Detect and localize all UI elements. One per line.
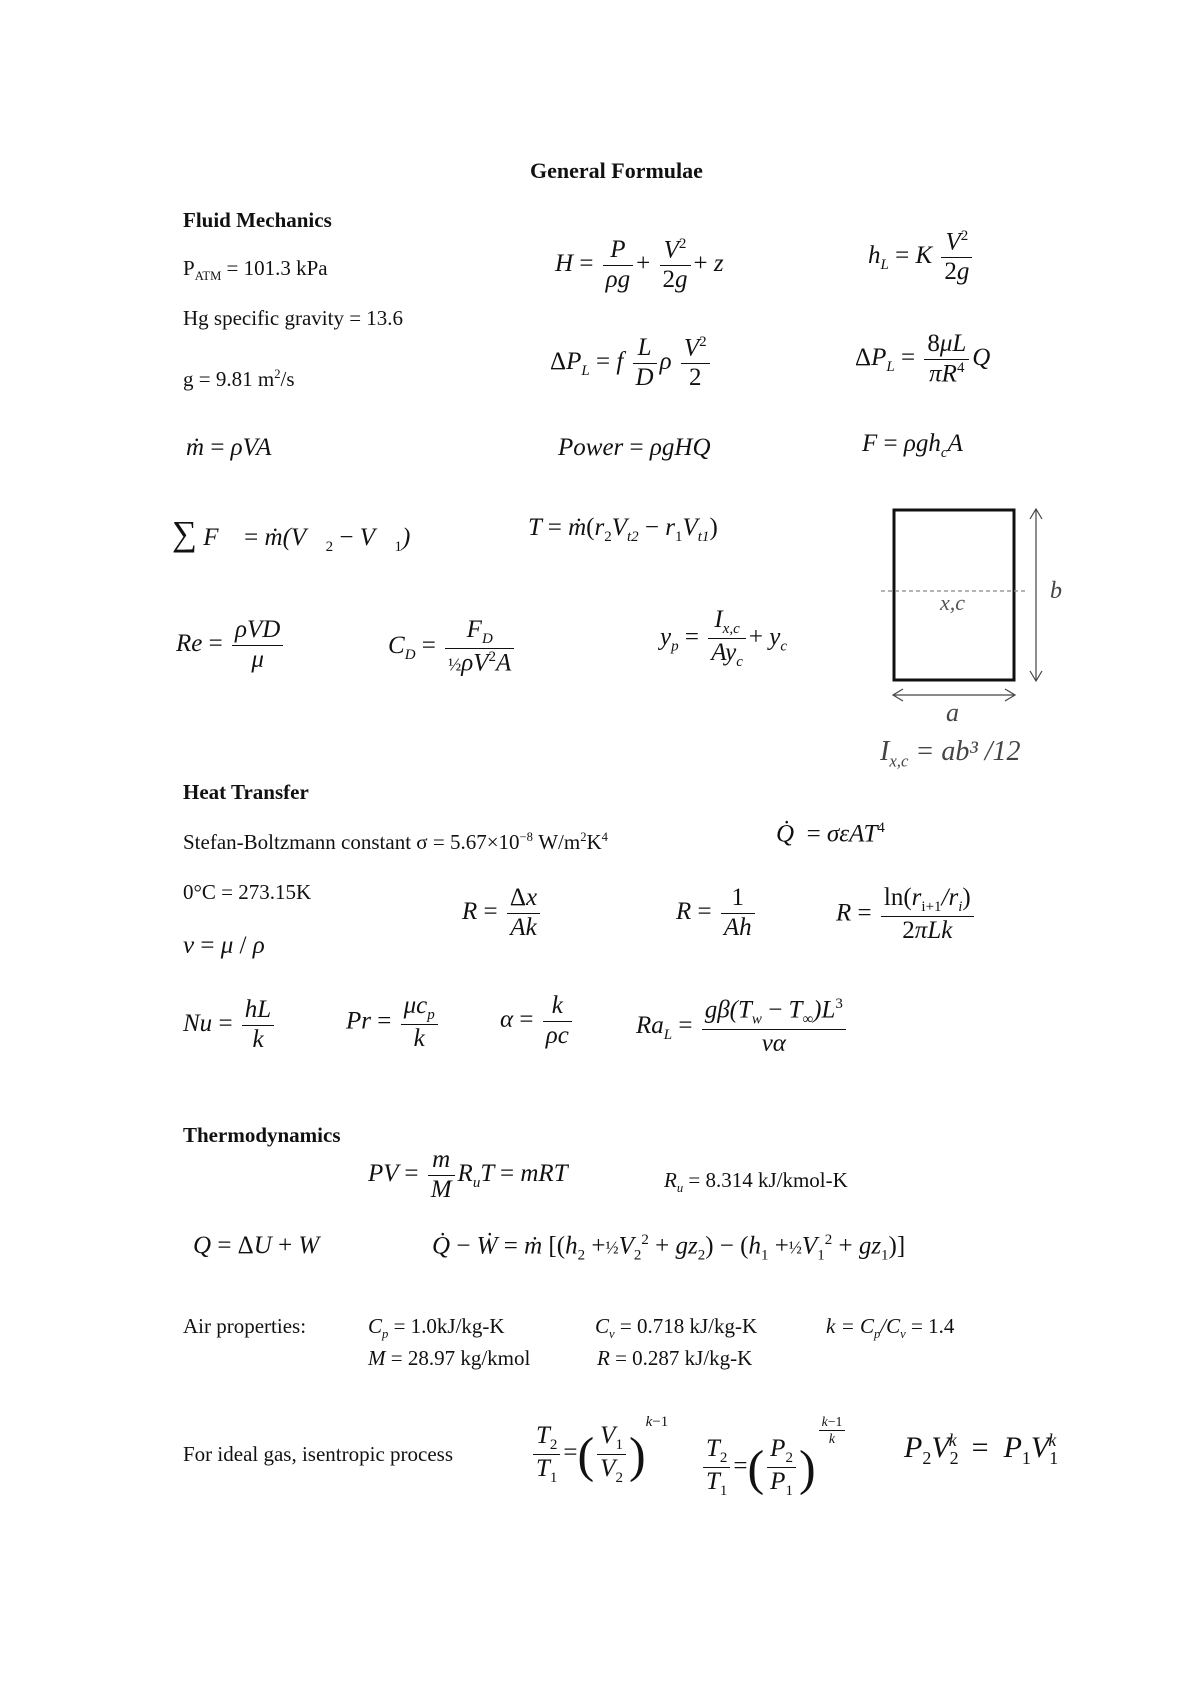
celsius-kelvin-conversion: 0°C = 273.15K xyxy=(183,880,312,904)
radiation-equation: Q̇ = σεAT$^4$ xyxy=(776,820,885,848)
air-molar-mass: M = 28.97 kg/kmol xyxy=(368,1346,531,1370)
air-properties-label: Air properties: xyxy=(183,1314,307,1338)
minor-loss-equation: $h_L = K$ $\frac{V^2}{2g}$ xyxy=(868,228,975,287)
hg-specific-gravity: Hg specific gravity = 13.6 xyxy=(183,306,404,330)
page-title: General Formulae xyxy=(530,158,703,183)
patm-constant: $P_{ATM} = 101.3$ kPa xyxy=(183,256,328,284)
gravity-constant: g = 9.81 $m^2/s$ xyxy=(183,367,295,391)
stefan-boltzmann-constant: Stefan-Boltzmann constant $\sigma = 5.67\times 10^{-8}$ $W/m^2K^4$ xyxy=(183,830,608,854)
fluid-mechanics-heading: Fluid Mechanics xyxy=(183,208,332,232)
prandtl-equation: Pr = $\frac{\mu c_p}{k}$ xyxy=(346,992,441,1054)
heat-transfer-heading: Heat Transfer xyxy=(183,780,309,804)
steady-flow-energy-equation: Q̇ − Ẇ = ṁ [($h_2$ $+\frac{1}{2}V_2^2 + gz_2) - (h_1$ $+\frac{1}{2}V_1^2 + gz_1$)] xyxy=(432,1232,906,1264)
air-cv: $C_v = 0.718$ kJ/kg-K xyxy=(595,1314,758,1342)
energy-head-equation: H = $\frac{P}{\rho g}$ + $\frac{V^2}{2g}$ + z xyxy=(555,236,724,294)
power-equation: Power = ρgHQ xyxy=(558,434,711,461)
ideal-gas-equation: PV = $\frac{m}{M}$ $R_uT$ = mRT xyxy=(368,1146,568,1203)
cylinder-resistance-equation: R = $\frac{\ln(r_{i+1}/r_i)}{\text{2πLk}}$ xyxy=(836,884,977,946)
kinematic-viscosity-equation: ν = μ / ρ xyxy=(183,932,265,959)
hydrostatic-force-equation: F = ρgh$_c$A xyxy=(862,430,963,461)
mass-flow-equation: ṁ = ρVA xyxy=(186,434,272,461)
darcy-equation: $\Delta P_L = f$ $\frac{L}{D}$ ρ $\frac{V^2}{2}$ xyxy=(550,334,713,393)
thermal-diffusivity-equation: α = $\frac{k}{\rho c}$ xyxy=(500,992,575,1051)
center-of-pressure-equation: $y_p$ = $\frac{I_{x,c}}{Ay_c}$ + $y_c$ xyxy=(660,606,788,671)
conduction-resistance-equation: R = $\frac{\Delta x}{Ak}$ xyxy=(462,884,543,943)
convection-resistance-equation: R = $\frac{1}{Ah}$ xyxy=(676,884,758,943)
isentropic-temperature-pressure: $\frac{T_2}{T_1}$ =( $\frac{P_2}{P_1}$ ) $^{\frac{k-1}{k}}$ xyxy=(700,1414,848,1500)
air-cp: $C_p = 1.0kJ/kg-K$ xyxy=(368,1314,505,1342)
torque-equation: $T = ṁ(r_2V_{t2} - r_1V_{t1})$ xyxy=(528,514,718,545)
reynolds-equation: Re = $\frac{\text{ρVD}}{\mu}$ xyxy=(176,616,286,675)
first-law-equation: Q = ΔU + W xyxy=(193,1232,320,1259)
centroid-label: x,c xyxy=(940,590,966,615)
moment-of-inertia-label: $I_{x,c} = ab^3$ /12 xyxy=(880,736,1021,771)
drag-coefficient-equation: $C_D$ = $\frac{F_D}{\frac{1}{2}\rho V^2A}$ xyxy=(388,616,517,678)
thermodynamics-heading: Thermodynamics xyxy=(183,1123,341,1147)
isentropic-label: For ideal gas, isentropic process xyxy=(183,1442,454,1466)
isentropic-pressure-volume: $P_2V_2^k = P_1V_1^k$ xyxy=(904,1430,1059,1468)
isentropic-temperature-volume: $\frac{T_2}{T_1}$ =( $\frac{V_1}{V_2}$ )$^{k-1}$ xyxy=(530,1414,668,1487)
nusselt-equation: Nu = $\frac{hL}{k}$ xyxy=(183,996,277,1055)
rayleigh-equation: $Ra_L$ = $\frac{g\beta(T_w - T_\infty)L^3}{\nu\alpha}$ xyxy=(636,996,849,1058)
air-k: $k = C_p/C_v = 1.4$ xyxy=(826,1314,955,1342)
width-label: a xyxy=(946,698,959,727)
height-label: b xyxy=(1050,578,1062,604)
momentum-equation: ∑ F⃗ = $ṁ(V⃗_2$ − $V⃗_1$) xyxy=(172,514,411,555)
air-gas-constant: R = 0.287 kJ/kg-K xyxy=(597,1346,753,1370)
rectangle-area-diagram xyxy=(876,505,1106,705)
poiseuille-equation: $\Delta P_L$ = $\frac{8\mu L}{\pi R^4}$ Q xyxy=(855,330,991,388)
universal-gas-constant: $R_u = 8.314$ kJ/kmol-K xyxy=(664,1168,848,1196)
